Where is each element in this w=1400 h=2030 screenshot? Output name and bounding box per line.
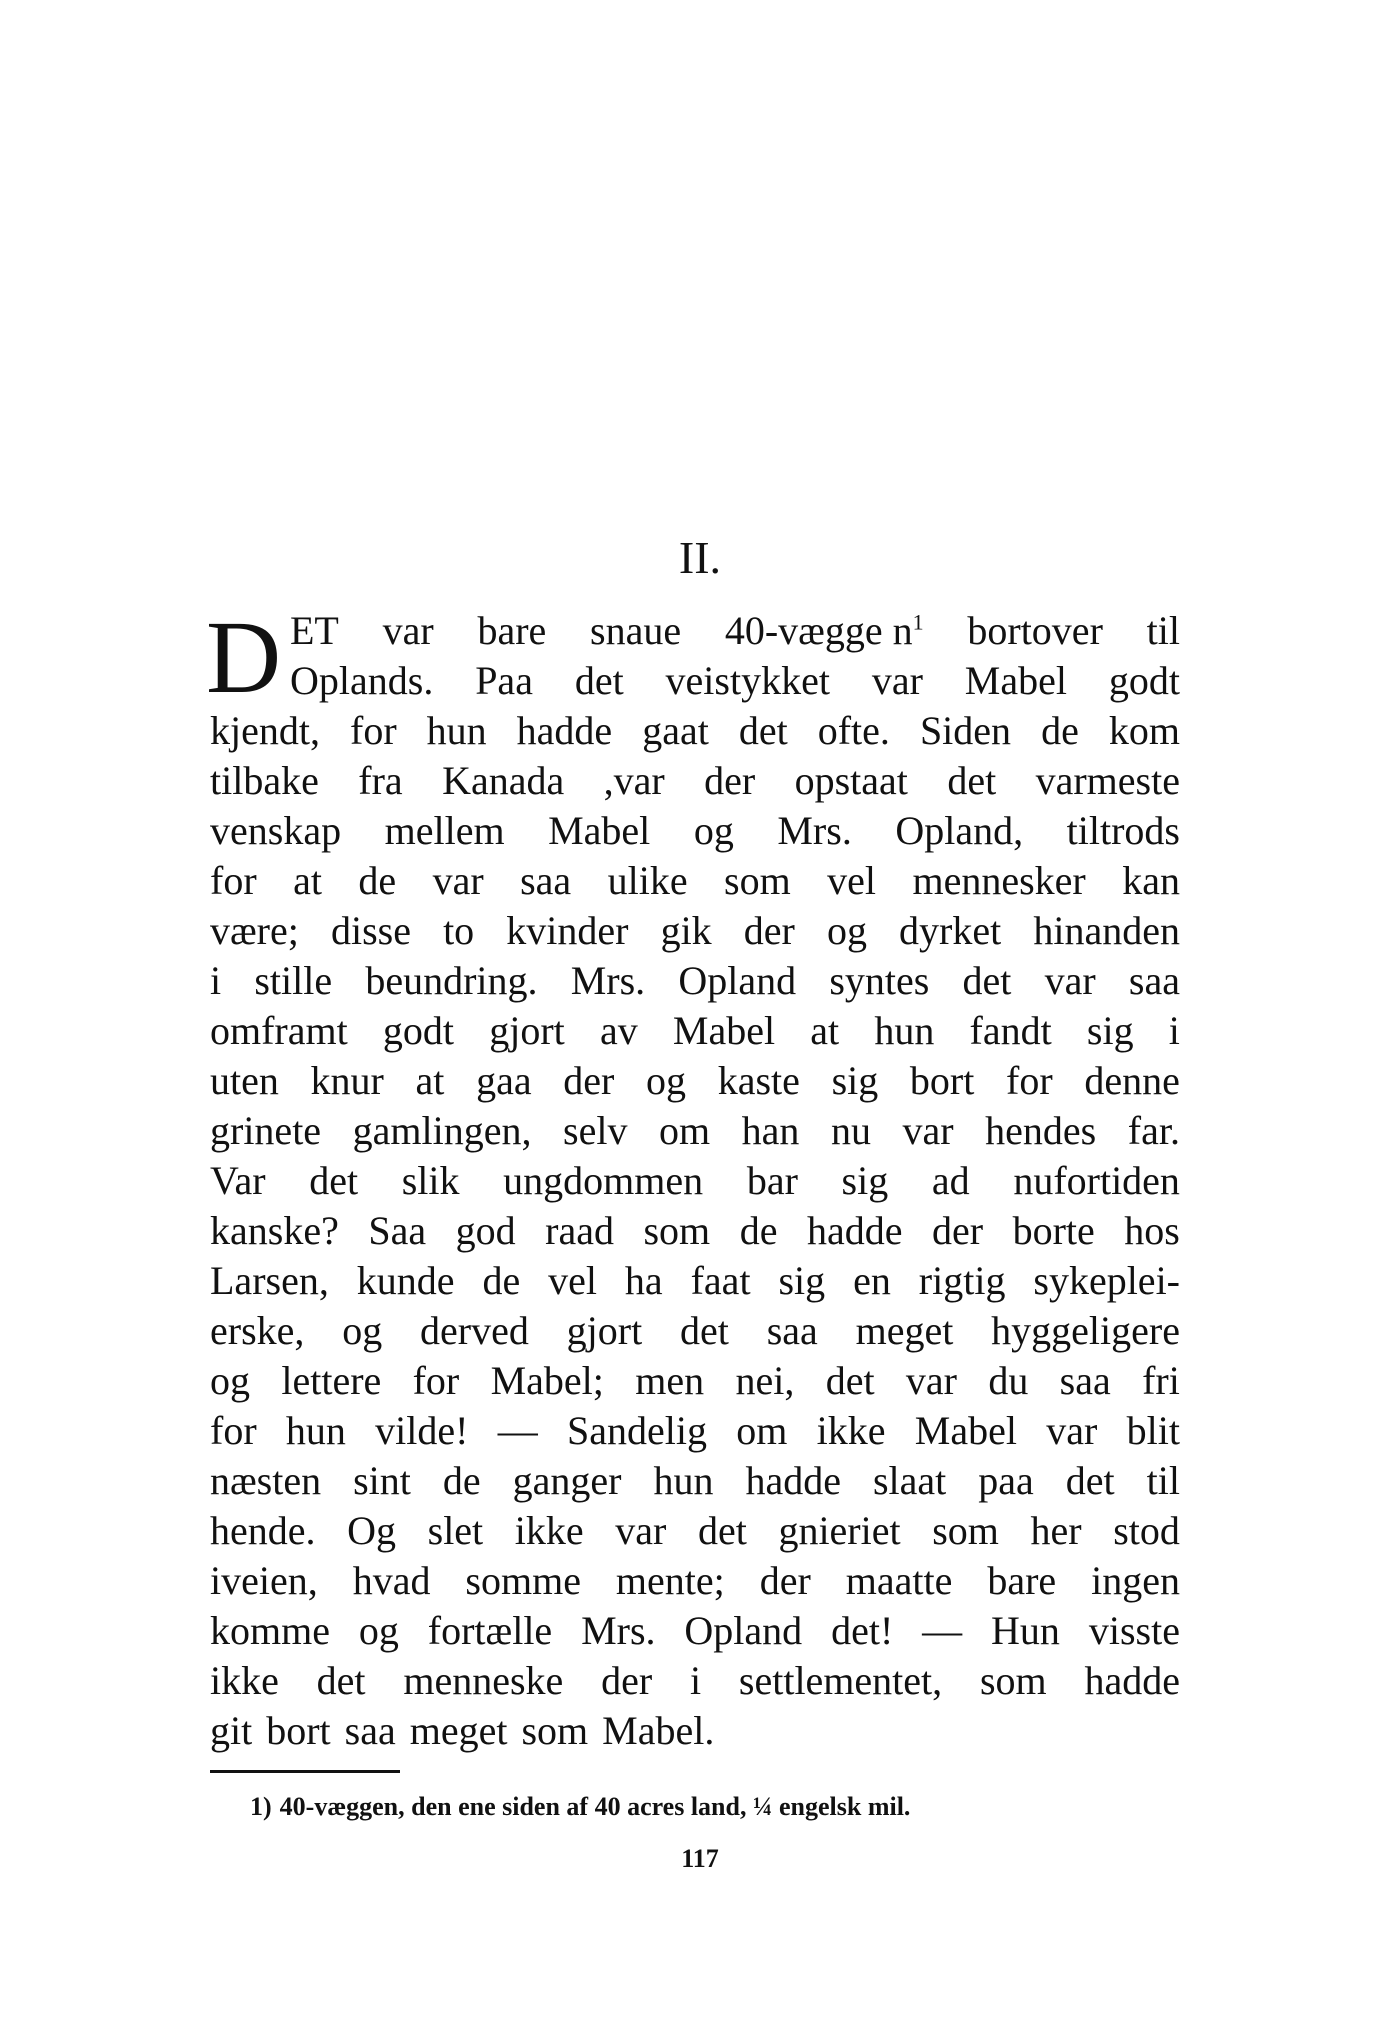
word: — bbox=[497, 1408, 538, 1453]
word: meget bbox=[409, 1708, 508, 1753]
word: knur bbox=[310, 1058, 384, 1103]
word: venskap bbox=[210, 808, 342, 853]
word: sig bbox=[1086, 1008, 1134, 1053]
text-line bbox=[210, 1356, 1180, 1406]
word: bare bbox=[477, 608, 547, 653]
word: tiltrods bbox=[1066, 808, 1180, 853]
word: og bbox=[826, 908, 867, 953]
word: Og bbox=[347, 1508, 397, 1553]
body-paragraph bbox=[210, 606, 1180, 1756]
word: det bbox=[309, 1158, 359, 1203]
word: bar bbox=[746, 1158, 798, 1203]
word: selv bbox=[563, 1108, 628, 1153]
word: de bbox=[1041, 708, 1079, 753]
word: settlementet, bbox=[738, 1658, 943, 1703]
word: sykeplei- bbox=[1033, 1258, 1180, 1303]
word: slik bbox=[401, 1158, 460, 1203]
word: visste bbox=[1088, 1608, 1180, 1653]
word: det bbox=[316, 1658, 366, 1703]
word: ikke bbox=[514, 1508, 584, 1553]
word: slaat bbox=[872, 1458, 947, 1503]
word: som bbox=[979, 1658, 1047, 1703]
word: gnieriet bbox=[778, 1508, 901, 1553]
word: ad bbox=[931, 1158, 970, 1203]
chapter-heading: II. bbox=[678, 532, 722, 583]
word: godt bbox=[1108, 658, 1180, 703]
word: kvinder bbox=[506, 908, 629, 953]
word: og bbox=[342, 1308, 383, 1353]
word: Paa bbox=[475, 658, 533, 703]
word: til bbox=[1146, 608, 1180, 653]
word bbox=[725, 606, 924, 656]
word: Mrs. bbox=[777, 808, 852, 853]
word: det bbox=[1065, 1458, 1115, 1503]
word: det bbox=[825, 1358, 875, 1403]
word: Opland bbox=[678, 958, 797, 1003]
word: kanske? bbox=[210, 1208, 339, 1253]
word: og bbox=[646, 1058, 687, 1103]
word: gamlingen, bbox=[352, 1108, 532, 1153]
text-line bbox=[210, 656, 1180, 706]
word: være; bbox=[210, 908, 299, 953]
word: Mabel. bbox=[602, 1708, 715, 1753]
word: Oplands. bbox=[290, 658, 434, 703]
word: blit bbox=[1126, 1408, 1180, 1453]
word: det bbox=[697, 1508, 747, 1553]
word: der bbox=[759, 1558, 811, 1603]
word: raad bbox=[545, 1208, 614, 1253]
text-line bbox=[210, 806, 1180, 856]
word: omframt bbox=[210, 1008, 348, 1053]
word: var bbox=[615, 1508, 667, 1553]
word: for bbox=[210, 1408, 257, 1453]
word: hun bbox=[653, 1458, 714, 1503]
word: at bbox=[810, 1008, 840, 1053]
word: ikke bbox=[210, 1658, 279, 1703]
word: for bbox=[210, 858, 257, 903]
word: du bbox=[988, 1358, 1029, 1403]
word: som bbox=[643, 1208, 711, 1253]
word: — bbox=[922, 1608, 963, 1653]
word: dyrket bbox=[899, 908, 1002, 953]
word: git bbox=[210, 1708, 253, 1753]
word: hadde bbox=[745, 1458, 841, 1503]
word: paa bbox=[978, 1458, 1034, 1503]
word: at bbox=[293, 858, 322, 903]
word: opstaat bbox=[794, 758, 908, 803]
word: iveien, bbox=[210, 1558, 318, 1603]
word: det bbox=[962, 958, 1012, 1003]
word: han bbox=[741, 1108, 800, 1153]
word: ingen bbox=[1091, 1558, 1180, 1603]
word: ganger bbox=[512, 1458, 622, 1503]
word: Mrs. bbox=[581, 1608, 656, 1653]
word: Var bbox=[210, 1158, 266, 1203]
word: for bbox=[350, 708, 397, 753]
word: i bbox=[689, 1658, 702, 1703]
word: kom bbox=[1108, 708, 1180, 753]
text-line bbox=[210, 856, 1180, 906]
word: der bbox=[932, 1208, 984, 1253]
word: meget bbox=[855, 1308, 954, 1353]
word: saa bbox=[520, 858, 572, 903]
text-line bbox=[210, 1156, 1180, 1206]
word: kjendt, bbox=[210, 708, 320, 753]
word: sint bbox=[353, 1458, 411, 1503]
word: bare bbox=[987, 1558, 1057, 1603]
word: Sandelig bbox=[567, 1408, 707, 1453]
word: Siden bbox=[919, 708, 1012, 753]
word: gaat bbox=[642, 708, 709, 753]
word: og bbox=[210, 1358, 250, 1403]
text-line bbox=[210, 1006, 1180, 1056]
word: saa bbox=[1128, 958, 1180, 1003]
word: som bbox=[724, 858, 791, 903]
word: Opland bbox=[684, 1608, 803, 1653]
footnote-reference: 1 bbox=[912, 609, 924, 635]
word: ikke bbox=[816, 1408, 886, 1453]
word: somme bbox=[465, 1558, 581, 1603]
word: komme bbox=[210, 1608, 330, 1653]
word: om bbox=[736, 1408, 788, 1453]
word: uten bbox=[210, 1058, 279, 1103]
word: for bbox=[1006, 1058, 1053, 1103]
word: det bbox=[947, 758, 997, 803]
footnote bbox=[250, 1790, 1170, 1824]
text-line bbox=[210, 1206, 1180, 1256]
word: gjort bbox=[489, 1008, 565, 1053]
word: hos bbox=[1124, 1208, 1180, 1253]
footnote-marker: 1) bbox=[250, 1792, 272, 1821]
word: hun bbox=[874, 1008, 935, 1053]
word: mente; bbox=[615, 1558, 725, 1603]
text-line bbox=[210, 1106, 1180, 1156]
word: vel bbox=[548, 1258, 597, 1303]
word: slet bbox=[427, 1508, 484, 1553]
word: Mabel bbox=[914, 1408, 1017, 1453]
word: næsten bbox=[210, 1458, 322, 1503]
text-line bbox=[210, 1556, 1180, 1606]
word: grinete bbox=[210, 1108, 322, 1153]
word: i bbox=[210, 958, 222, 1003]
word: denne bbox=[1084, 1058, 1180, 1103]
word: kaste bbox=[717, 1058, 800, 1103]
word: ungdommen bbox=[503, 1158, 704, 1203]
text-line bbox=[210, 1056, 1180, 1106]
word: sig bbox=[831, 1058, 879, 1103]
word: borte bbox=[1012, 1208, 1095, 1253]
drop-cap: D bbox=[206, 600, 282, 715]
word: saa bbox=[766, 1308, 818, 1353]
text-line bbox=[210, 1606, 1180, 1656]
text-line bbox=[210, 756, 1180, 806]
word: saa bbox=[1059, 1358, 1111, 1403]
word: i bbox=[1168, 1008, 1180, 1053]
word: nu bbox=[830, 1108, 871, 1153]
word: til bbox=[1146, 1458, 1180, 1503]
word: de bbox=[358, 858, 397, 903]
word: var bbox=[1046, 1408, 1098, 1453]
word: Mabel; bbox=[490, 1358, 604, 1403]
word: det bbox=[574, 658, 624, 703]
word: fra bbox=[358, 758, 403, 803]
word: hendes bbox=[985, 1108, 1097, 1153]
footnote-rule bbox=[210, 1770, 400, 1773]
word: og bbox=[358, 1608, 399, 1653]
text-line bbox=[210, 1406, 1180, 1456]
word: faat bbox=[690, 1258, 751, 1303]
word: men bbox=[635, 1358, 705, 1403]
word: Kanada bbox=[442, 758, 565, 803]
text-line bbox=[210, 1706, 1180, 1756]
word: kunde bbox=[356, 1258, 455, 1303]
word: og bbox=[693, 808, 734, 853]
word: saa bbox=[344, 1708, 396, 1753]
word: tilbake bbox=[210, 758, 319, 803]
word: de bbox=[442, 1458, 481, 1503]
word: veistykket bbox=[665, 658, 830, 703]
word: gik bbox=[660, 908, 712, 953]
word: det bbox=[680, 1308, 729, 1353]
word: ulike bbox=[607, 858, 688, 903]
word: sig bbox=[778, 1258, 826, 1303]
word: var bbox=[871, 658, 923, 703]
word: vilde! bbox=[375, 1408, 469, 1453]
word: fortælle bbox=[427, 1608, 553, 1653]
word: bort bbox=[266, 1708, 331, 1753]
word: der bbox=[601, 1658, 653, 1703]
text-line bbox=[210, 1256, 1180, 1306]
word: hadde bbox=[806, 1208, 903, 1253]
text-line bbox=[210, 706, 1180, 756]
word: de bbox=[482, 1258, 521, 1303]
word: Hun bbox=[991, 1608, 1060, 1653]
word: hyggeligere bbox=[991, 1308, 1180, 1353]
word: hadde bbox=[1084, 1658, 1180, 1703]
word: menneske bbox=[403, 1658, 564, 1703]
text-line bbox=[210, 1506, 1180, 1556]
word: god bbox=[455, 1208, 516, 1253]
word: ,var bbox=[603, 758, 665, 803]
text-line bbox=[210, 1656, 1180, 1706]
word: nufortiden bbox=[1013, 1158, 1180, 1203]
word: var bbox=[905, 1358, 957, 1403]
word: fri bbox=[1142, 1358, 1180, 1403]
word: maatte bbox=[845, 1558, 953, 1603]
word: kan bbox=[1122, 858, 1180, 903]
word: der bbox=[563, 1058, 615, 1103]
word: ha bbox=[624, 1258, 663, 1303]
word: Mabel bbox=[964, 658, 1067, 703]
word: Larsen, bbox=[210, 1258, 329, 1303]
word: som bbox=[521, 1708, 589, 1753]
word: stod bbox=[1113, 1508, 1180, 1553]
word: nei, bbox=[735, 1358, 795, 1403]
word: gaa bbox=[476, 1058, 532, 1103]
word: om bbox=[659, 1108, 711, 1153]
word: som bbox=[932, 1508, 999, 1553]
word: snaue bbox=[590, 608, 682, 653]
footnote-text: 40-væggen, den ene siden af 40 acres land, ¼ engelsk mil. bbox=[279, 1792, 911, 1821]
word: far. bbox=[1127, 1108, 1180, 1153]
word: mennesker bbox=[912, 858, 1086, 903]
word: syntes bbox=[829, 958, 930, 1003]
word: det! bbox=[831, 1608, 894, 1653]
page-number: 117 bbox=[681, 1844, 719, 1873]
word: hende. bbox=[210, 1508, 316, 1553]
word: ofte. bbox=[817, 708, 890, 753]
text-line bbox=[210, 1456, 1180, 1506]
word: hun bbox=[426, 708, 487, 753]
word: mellem bbox=[384, 808, 505, 853]
word: stille bbox=[254, 958, 333, 1003]
word: derved bbox=[420, 1308, 529, 1353]
word: hun bbox=[285, 1408, 346, 1453]
text-line bbox=[210, 606, 1180, 656]
word: for bbox=[412, 1358, 460, 1403]
text-line bbox=[210, 956, 1180, 1006]
word: ET bbox=[290, 608, 339, 653]
word: en bbox=[853, 1258, 891, 1303]
word: hinanden bbox=[1033, 908, 1180, 953]
word: to bbox=[443, 908, 475, 953]
word: det bbox=[738, 708, 788, 753]
word: de bbox=[739, 1208, 778, 1253]
word: erske, bbox=[210, 1308, 305, 1353]
word: her bbox=[1030, 1508, 1082, 1553]
text-line bbox=[210, 1306, 1180, 1356]
word: var bbox=[432, 858, 484, 903]
word: fandt bbox=[969, 1008, 1052, 1053]
word: beundring. bbox=[365, 958, 538, 1003]
word: var bbox=[382, 608, 434, 653]
word: disse bbox=[330, 908, 411, 953]
word: Opland, bbox=[895, 808, 1024, 853]
word: lettere bbox=[281, 1358, 382, 1403]
word: Mabel bbox=[672, 1008, 776, 1053]
word: bort bbox=[909, 1058, 975, 1103]
word: hadde bbox=[516, 708, 613, 753]
word: bortover bbox=[967, 608, 1103, 653]
word: godt bbox=[382, 1008, 455, 1053]
word: var bbox=[902, 1108, 954, 1153]
word: varmeste bbox=[1035, 758, 1180, 803]
word: hvad bbox=[352, 1558, 431, 1603]
word: Mrs. bbox=[570, 958, 646, 1003]
word: Mabel bbox=[548, 808, 651, 853]
word: var bbox=[1044, 958, 1096, 1003]
text-line bbox=[210, 906, 1180, 956]
word-text: 40-vægge n bbox=[724, 608, 913, 653]
word: av bbox=[599, 1008, 638, 1053]
word: vel bbox=[827, 858, 877, 903]
word: at bbox=[415, 1058, 445, 1103]
word: gjort bbox=[566, 1308, 643, 1353]
word: der bbox=[743, 908, 795, 953]
word: rigtig bbox=[918, 1258, 1006, 1303]
word: sig bbox=[841, 1158, 889, 1203]
word: der bbox=[704, 758, 756, 803]
word: Saa bbox=[368, 1208, 427, 1253]
